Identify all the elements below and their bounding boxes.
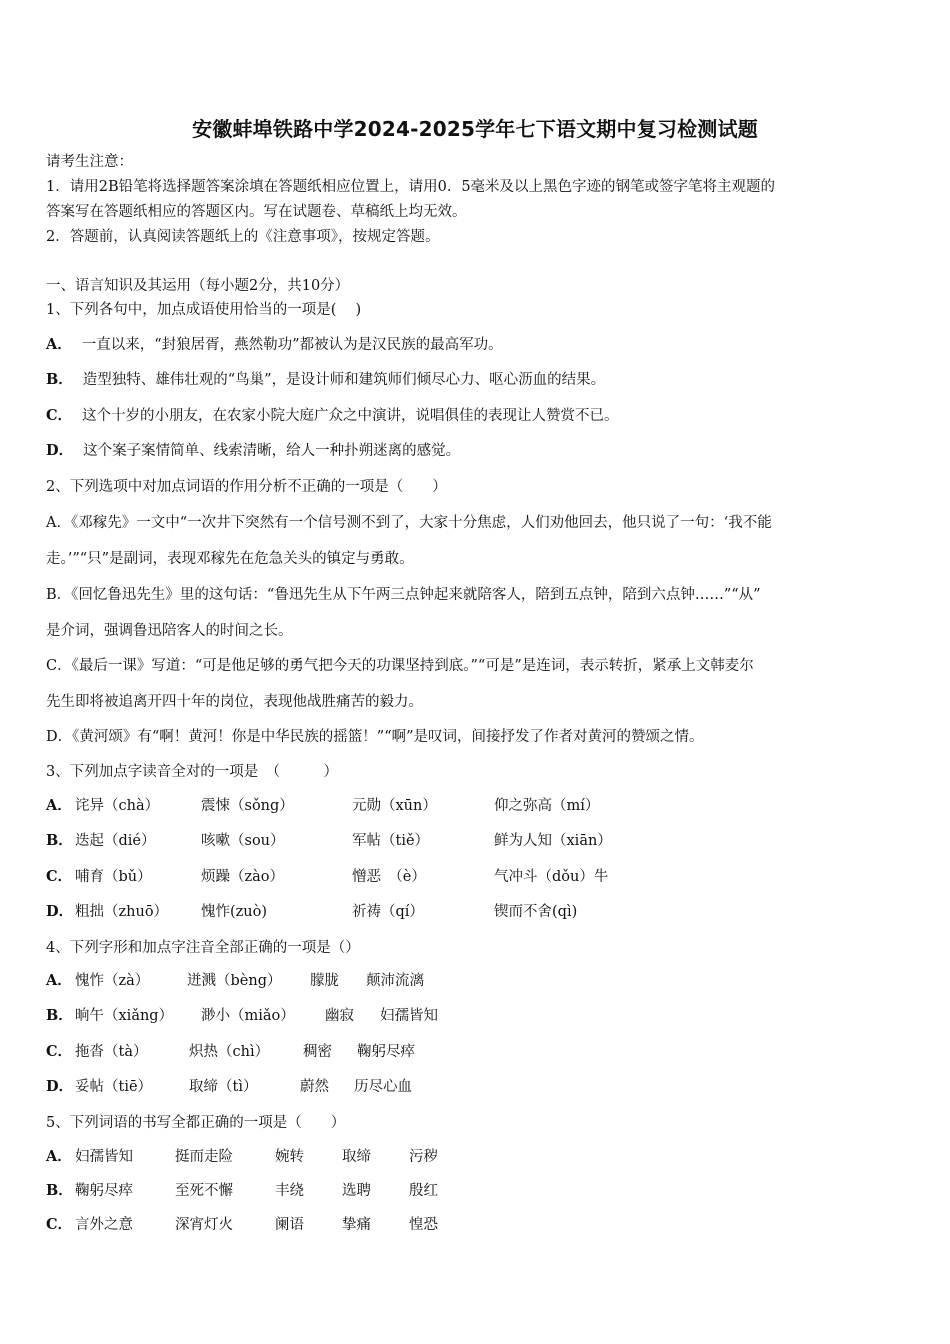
- word-item: 渺小（miǎo）: [201, 1008, 295, 1024]
- notice-item-1-line-2: 答案写在答题纸相应的答题区内。写在试题卷、草稿纸上均无效。: [46, 204, 467, 220]
- option-label: D．: [46, 903, 74, 920]
- word-item: 幽寂: [325, 1008, 354, 1024]
- reading-item: 元勋（xūn）: [352, 798, 437, 814]
- option-label: A．: [46, 797, 72, 814]
- word-item: 挺而走险: [175, 1149, 233, 1165]
- option-label: B．: [46, 1182, 73, 1199]
- notice-item-2: 2．答题前，认真阅读答题纸上的《注意事项》，按规定答题。: [46, 229, 440, 245]
- q2-stem: 2、下列选项中对加点词语的作用分析不正确的一项是（ ）: [46, 479, 447, 495]
- word-item: 妇孺皆知: [380, 1008, 438, 1024]
- option-label: B．: [46, 1007, 73, 1024]
- word-item: 惶恐: [409, 1217, 438, 1233]
- word-item: 稠密: [303, 1044, 332, 1060]
- word-item: 选聘: [342, 1183, 371, 1199]
- word-item: 朦胧: [310, 973, 339, 989]
- q1-stem: 1、下列各句中，加点成语使用恰当的一项是( ): [46, 302, 362, 318]
- word-item: 鞠躬尽瘁: [75, 1183, 133, 1199]
- reading-item: 迭起（dié）: [75, 833, 156, 849]
- reading-item: 祈祷（qí）: [352, 904, 424, 920]
- reading-item: 烦躁（zào）: [201, 869, 285, 885]
- q2-option-c-line-1: C．《最后一课》写道：“可是他足够的勇气把今天的功课坚持到底。”“可是”是连词，表示转折，紧承上文韩麦尔: [46, 658, 754, 674]
- option-label: A．: [46, 1148, 72, 1165]
- option-label: B．: [46, 832, 73, 849]
- word-item: 取缔（tì）: [189, 1079, 258, 1095]
- word-item: 炽热（chì）: [189, 1044, 270, 1060]
- option-label: A．: [46, 972, 72, 989]
- word-item: 取缔: [342, 1149, 371, 1165]
- reading-item: 震悚（sǒng）: [201, 798, 294, 814]
- q1-option-b: [46, 370, 605, 390]
- word-item: 迸溅（bèng）: [187, 973, 282, 989]
- word-item: 殷红: [409, 1183, 438, 1199]
- reading-item: 气冲斗（dǒu）牛: [494, 869, 609, 885]
- notice-item-1-line-1: 1．请用2B铅笔将选择题答案涂填在答题纸相应位置上，请用0．5毫米及以上黑色字迹的钢笔或签字笔将主观题的: [46, 179, 776, 195]
- option-label: C．: [46, 1216, 73, 1233]
- reading-item: 憎恶 （è）: [352, 869, 426, 885]
- option-label: A．: [46, 336, 72, 353]
- option-label: C．: [46, 407, 73, 424]
- q1-option-c: [46, 406, 619, 426]
- option-text: 一直以来，“封狼居胥，燕然勒功”都被认为是汉民族的最高军功。: [81, 337, 503, 353]
- word-item: 言外之意: [75, 1217, 133, 1233]
- section-heading: 一、语言知识及其运用（每小题2分，共10分）: [46, 278, 350, 294]
- reading-item: 诧异（chà）: [75, 798, 160, 814]
- q3-stem: 3、下列加点字读音全对的一项是 （ ）: [46, 764, 338, 780]
- option-label: C．: [46, 868, 73, 885]
- word-item: 挚痛: [342, 1217, 371, 1233]
- word-item: 妥帖（tiē）: [75, 1079, 153, 1095]
- word-item: 至死不懈: [175, 1183, 233, 1199]
- q5-stem: 5、下列词语的书写全都正确的一项是（ ）: [46, 1115, 346, 1131]
- word-item: 阑语: [275, 1217, 304, 1233]
- notice-heading: 请考生注意：: [46, 154, 133, 170]
- option-label: B．: [46, 371, 73, 388]
- word-item: 婉转: [275, 1149, 304, 1165]
- word-item: 丰绕: [275, 1183, 304, 1199]
- reading-item: 军帖（tiě）: [352, 833, 430, 849]
- option-label: D．: [46, 1078, 74, 1095]
- word-item: 深宵灯火: [175, 1217, 233, 1233]
- reading-item: 愧怍(zuò): [201, 904, 268, 920]
- option-text: 造型独特、雄伟壮观的“鸟巢”，是设计师和建筑师们倾尽心力、呕心沥血的结果。: [82, 372, 606, 388]
- option-label: D．: [46, 442, 74, 459]
- word-item: 愧怍（zà）: [75, 973, 150, 989]
- option-label: C．: [46, 1043, 73, 1060]
- reading-item: 鲜为人知（xiān）: [494, 833, 612, 849]
- word-item: 污秽: [409, 1149, 438, 1165]
- word-item: 晌午（xiǎng）: [75, 1008, 174, 1024]
- q2-option-a-line-2: 走。’”“只”是副词，表现邓稼先在危急关头的镇定与勇敢。: [46, 551, 414, 567]
- q2-option-c-line-2: 先生即将被追离开四十年的岗位，表现他战胜痛苦的毅力。: [46, 694, 423, 710]
- reading-item: 锲而不舍(qì): [494, 904, 578, 920]
- q2-option-b-line-2: 是介词，强调鲁迅陪客人的时间之长。: [46, 623, 293, 639]
- reading-item: 仰之弥高（mí）: [494, 798, 600, 814]
- reading-item: 咳嗽（sou）: [201, 833, 285, 849]
- q2-option-a-line-1: A．《邓稼先》一文中“一次井下突然有一个信号测不到了，大家十分焦虑，人们劝他回去，他只说了一句：‘我不能: [46, 515, 772, 531]
- q2-option-b-line-1: B．《回忆鲁迅先生》里的这句话：“鲁迅先生从下午两三点钟起来就陪客人，陪到五点钟，陪到六点钟……”“从”: [46, 587, 761, 603]
- option-text: 这个十岁的小朋友，在农家小院大庭广众之中演讲，说唱俱佳的表现让人赞赏不已。: [82, 408, 619, 424]
- q2-option-d: D．《黄河颂》有“啊！黄河！你是中华民族的摇篮！”“啊”是叹词，间接抒发了作者对黄河的赞颂之情。: [46, 729, 704, 745]
- word-item: 拖沓（tà）: [75, 1044, 148, 1060]
- q1-option-d: [46, 441, 460, 461]
- option-text: 这个案子案情简单、线索清晰，给人一种扑朔迷离的感觉。: [83, 443, 461, 459]
- reading-item: 粗拙（zhuō）: [75, 904, 169, 920]
- reading-item: 哺育（bǔ）: [75, 869, 152, 885]
- word-item: 蔚然: [300, 1079, 329, 1095]
- word-item: 颠沛流漓: [366, 973, 424, 989]
- word-item: 妇孺皆知: [75, 1149, 133, 1165]
- word-item: 鞠躬尽瘁: [357, 1044, 415, 1060]
- page-title: 安徽蚌埠铁路中学2024-2025学年七下语文期中复习检测试题: [192, 117, 758, 141]
- q4-stem: 4、下列字形和加点字注音全部正确的一项是（）: [46, 940, 360, 956]
- q1-option-a: [46, 335, 503, 355]
- word-item: 历尽心血: [354, 1079, 412, 1095]
